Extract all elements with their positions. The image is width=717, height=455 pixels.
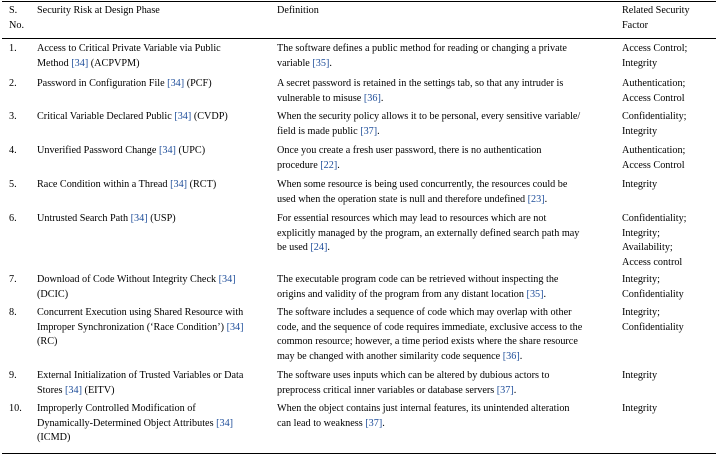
cell-text-line: origins and validity of the program from any distant location [35].: [277, 288, 547, 300]
cell-text-line: Authentication;: [622, 145, 686, 156]
row-8-definition: [277, 306, 615, 364]
cell-text-line: used when the operation state is null and therefore undefined [23].: [277, 193, 548, 205]
cell-text-line: (RC): [37, 336, 58, 347]
row-2-definition: [277, 77, 615, 106]
cell-text-line: Confidentiality;: [622, 213, 687, 224]
cell-text-line: explicitly managed by the program, an externally defined search path may: [277, 227, 580, 239]
row-5-number: [9, 178, 35, 193]
cell-text-line: 4.: [9, 145, 17, 156]
row-4-risk: [37, 144, 271, 159]
cell-text-line: 9.: [9, 370, 17, 381]
citation-reference: [34]: [65, 384, 82, 396]
cell-text-line: code, and the sequence of code requires immediate, exclusive access to the: [277, 321, 583, 333]
row-9-risk: [37, 369, 271, 398]
cell-text-line: When the security policy allows it to be personal, every sensitive variable/: [277, 111, 581, 122]
row-10-risk: [37, 402, 271, 446]
row-5-risk: [37, 178, 271, 193]
citation-reference: [23]: [527, 193, 545, 205]
header-bottom-rule: [2, 38, 716, 39]
row-7-risk: [37, 273, 271, 302]
cell-text-line: Improper Synchronization (‘Race Condition’) [34]: [37, 321, 244, 333]
cell-text-line: External Initialization of Trusted Variables or Data: [37, 370, 244, 381]
cell-text-line: Race Condition within a Thread [34] (RCT): [37, 179, 217, 190]
row-6-definition: [277, 212, 615, 256]
row-3-factor: [622, 110, 716, 139]
cell-text-line: Integrity: [622, 179, 658, 190]
citation-reference: [34]: [130, 213, 148, 224]
cell-text-line: Password in Configuration File [34] (PCF): [37, 78, 212, 89]
cell-text-line: 2.: [9, 78, 17, 89]
row-10-number: [9, 402, 35, 417]
cell-text-line: may be changed with another similarity code sequence [36].: [277, 350, 523, 362]
row-4-number: [9, 144, 35, 159]
cell-text-line: Integrity;: [622, 307, 660, 318]
cell-text-line: 10.: [9, 403, 22, 414]
cell-text-line: Unverified Password Change [34] (UPC): [37, 145, 206, 156]
row-6-number: [9, 212, 35, 227]
cell-text-line: preprocess critical inner variables or database servers [37].: [277, 384, 517, 396]
cell-text-line: be used [24].: [277, 242, 330, 253]
citation-reference: [37]: [365, 417, 383, 429]
cell-text-line: (DCIC): [37, 288, 69, 300]
table-top-rule: [2, 1, 716, 2]
citation-reference: [36]: [363, 92, 381, 104]
cell-text-line: Critical Variable Declared Public [34] (CVDP): [37, 111, 228, 122]
cell-text-line: The software includes a sequence of code which may overlap with other: [277, 307, 572, 318]
cell-text-line: Integrity: [622, 57, 658, 69]
cell-text-line: Untrusted Search Path [34] (USP): [37, 213, 176, 224]
cell-text-line: (ICMD): [37, 432, 71, 443]
header-definition: [277, 4, 615, 19]
row-2-number: [9, 77, 35, 92]
row-10-factor: [622, 402, 716, 417]
cell-text-line: 5.: [9, 179, 17, 190]
cell-text-line: common resource; however, a time period exists where the share resource: [277, 336, 578, 347]
cell-text-line: Security Risk at Design Phase: [37, 5, 160, 16]
cell-text-line: The executable program code can be retrieved without inspecting the: [277, 274, 559, 285]
cell-text-line: When the object contains just internal features, its unintended alteration: [277, 403, 570, 414]
row-6-factor: [622, 212, 716, 270]
cell-text-line: Related Security: [622, 5, 690, 16]
cell-text-line: 8.: [9, 307, 17, 318]
citation-reference: [34]: [158, 145, 176, 156]
cell-text-line: Stores [34] (EITV): [37, 384, 115, 396]
row-3-risk: [37, 110, 271, 125]
cell-text-line: Dynamically-Determined Object Attributes [34]: [37, 417, 234, 429]
cell-text-line: Access Control;: [622, 43, 688, 54]
cell-text-line: Integrity: [622, 403, 658, 414]
cell-text-line: can lead to weakness [37].: [277, 417, 385, 429]
cell-text-line: Once you create a fresh user password, there is no authentication: [277, 145, 542, 156]
header-risk: [37, 4, 271, 19]
row-4-definition: [277, 144, 615, 173]
cell-text-line: The software uses inputs which can be altered by dubious actors to: [277, 370, 550, 381]
row-3-number: [9, 110, 35, 125]
row-5-definition: [277, 178, 615, 207]
row-1-number: [9, 42, 35, 57]
cell-text-line: Access to Critical Private Variable via Public: [37, 43, 221, 54]
citation-reference: [34]: [71, 57, 89, 69]
cell-text-line: Access control: [622, 256, 683, 268]
citation-reference: [37]: [496, 384, 514, 396]
cell-text-line: S.: [9, 5, 18, 16]
citation-reference: [37]: [360, 125, 378, 137]
row-9-definition: [277, 369, 615, 398]
row-9-factor: [622, 369, 716, 384]
cell-text-line: Integrity;: [622, 274, 660, 285]
citation-reference: [34]: [226, 321, 244, 333]
cell-text-line: Method [34] (ACPVPM): [37, 57, 140, 69]
row-6-risk: [37, 212, 271, 227]
citation-reference: [22]: [320, 159, 338, 171]
cell-text-line: Integrity: [622, 125, 658, 137]
cell-text-line: Download of Code Without Integrity Check [34]: [37, 274, 236, 285]
cell-text-line: The software defines a public method for reading or changing a private: [277, 43, 567, 54]
row-1-factor: [622, 42, 716, 71]
row-9-number: [9, 369, 35, 384]
cell-text-line: Availability;: [622, 242, 673, 253]
row-7-number: [9, 273, 35, 288]
row-10-definition: [277, 402, 615, 431]
citation-reference: [34]: [216, 417, 234, 429]
cell-text-line: Concurrent Execution using Shared Resource with: [37, 307, 244, 318]
cell-text-line: Confidentiality;: [622, 111, 687, 122]
citation-reference: [34]: [170, 179, 188, 190]
row-1-risk: [37, 42, 271, 71]
cell-text-line: 7.: [9, 274, 17, 285]
cell-text-line: vulnerable to misuse [36].: [277, 92, 384, 104]
cell-text-line: procedure [22].: [277, 159, 340, 171]
row-8-risk: [37, 306, 271, 350]
row-3-definition: [277, 110, 615, 139]
cell-text-line: No.: [9, 19, 24, 31]
cell-text-line: For essential resources which may lead to resources which are not: [277, 213, 547, 224]
cell-text-line: Confidentiality: [622, 321, 684, 333]
cell-text-line: Integrity;: [622, 227, 660, 239]
cell-text-line: Access Control: [622, 159, 685, 171]
header-factor: [622, 4, 716, 33]
header-sno: [9, 4, 35, 33]
citation-reference: [34]: [174, 111, 192, 122]
cell-text-line: 3.: [9, 111, 17, 122]
citation-reference: [34]: [218, 274, 236, 285]
row-7-definition: [277, 273, 615, 302]
citation-reference: [34]: [167, 78, 185, 89]
row-4-factor: [622, 144, 716, 173]
cell-text-line: 6.: [9, 213, 17, 224]
cell-text-line: Authentication;: [622, 78, 686, 89]
row-8-number: [9, 306, 35, 321]
cell-text-line: Factor: [622, 19, 649, 31]
cell-text-line: Integrity: [622, 370, 658, 381]
row-5-factor: [622, 178, 716, 193]
citation-reference: [24]: [310, 242, 328, 253]
cell-text-line: When some resource is being used concurrently, the resources could be: [277, 179, 568, 190]
row-1-definition: [277, 42, 615, 71]
row-2-risk: [37, 77, 271, 92]
cell-text-line: Confidentiality: [622, 288, 684, 300]
cell-text-line: 1.: [9, 43, 17, 54]
cell-text-line: Improperly Controlled Modification of: [37, 403, 196, 414]
cell-text-line: field is made public [37].: [277, 125, 380, 137]
cell-text-line: variable [35].: [277, 57, 332, 69]
row-7-factor: [622, 273, 716, 302]
cell-text-line: Access Control: [622, 92, 685, 104]
citation-reference: [35]: [312, 57, 330, 69]
citation-reference: [35]: [526, 288, 544, 300]
row-2-factor: [622, 77, 716, 106]
row-8-factor: [622, 306, 716, 335]
table-bottom-rule: [2, 453, 716, 454]
citation-reference: [36]: [502, 350, 520, 362]
cell-text-line: A secret password is retained in the settings tab, so that any intruder is: [277, 78, 564, 89]
cell-text-line: Definition: [277, 5, 319, 16]
